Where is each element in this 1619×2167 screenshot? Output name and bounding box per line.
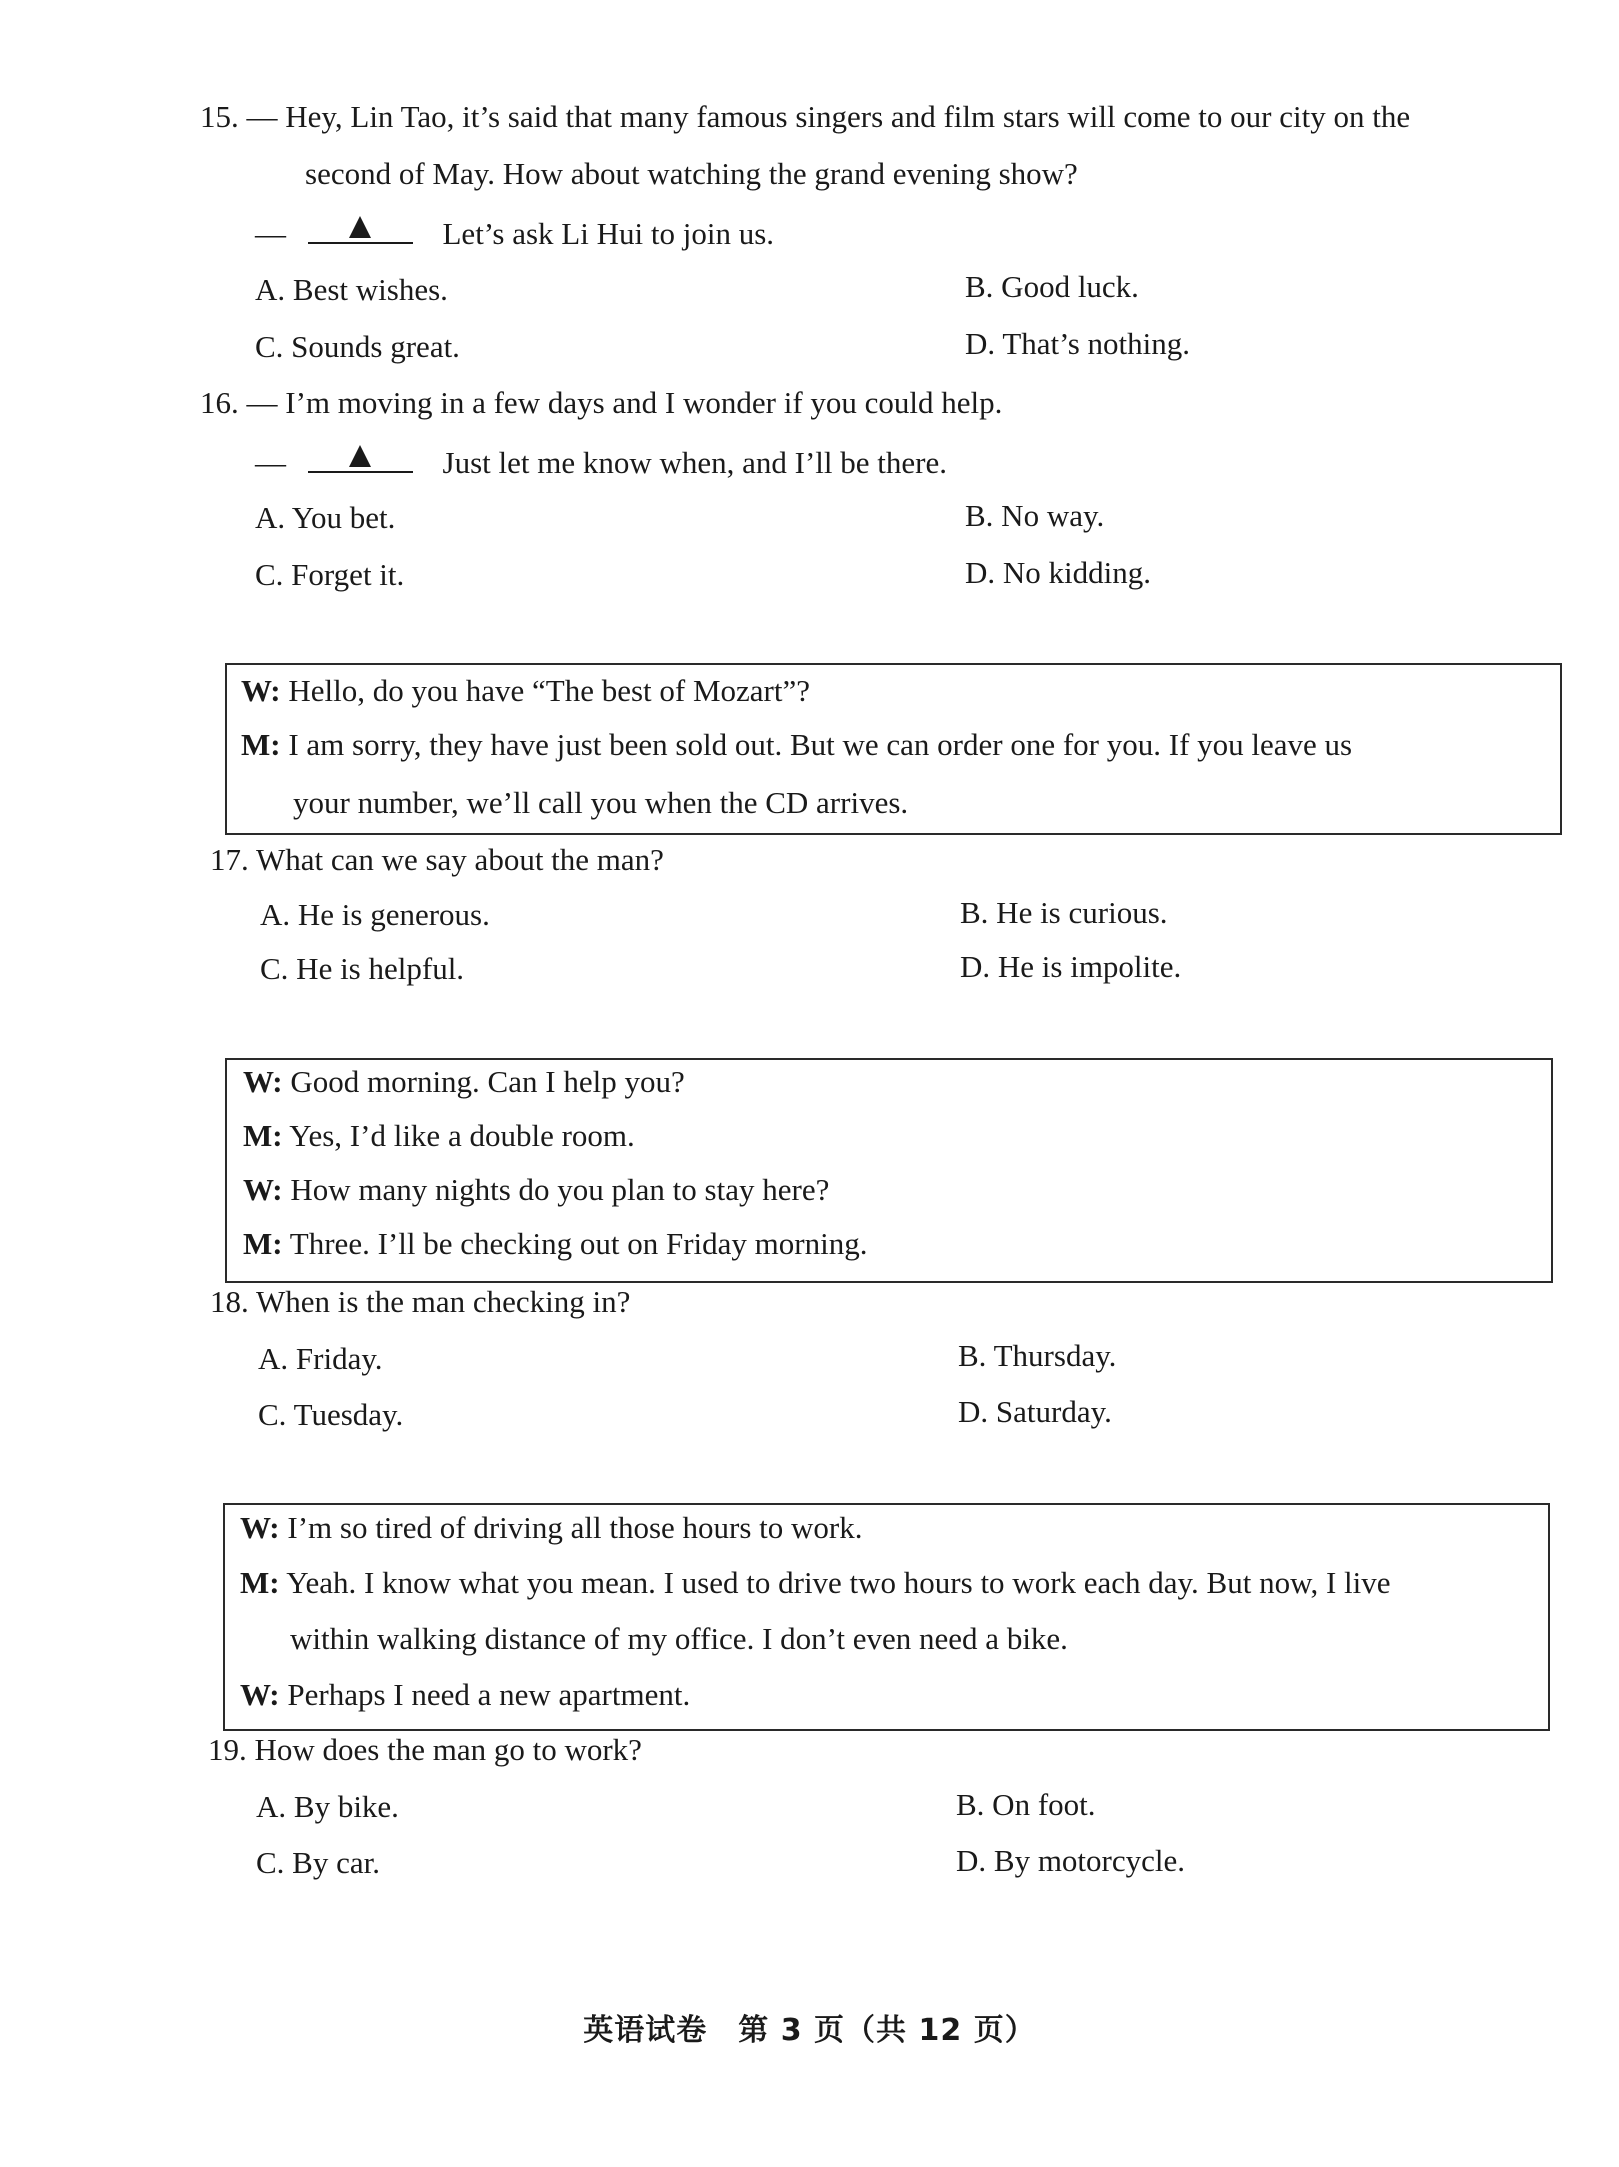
dialog19-line-1	[240, 1508, 863, 1548]
dialog17-speaker-1: W:	[241, 673, 281, 708]
q17-option-d[interactable]: D. He is impolite.	[960, 949, 1182, 984]
q16-option-d[interactable]: D. No kidding.	[965, 555, 1151, 590]
q15-option-d[interactable]: D. That’s nothing.	[965, 326, 1191, 361]
q16-answer-blank[interactable]	[308, 441, 413, 473]
dialog19-text-4: Perhaps I need a new apartment.	[287, 1677, 691, 1712]
q15-option-c[interactable]: C. Sounds great.	[255, 329, 460, 364]
q18-prompt: 18. When is the man checking in?	[210, 1284, 631, 1319]
q17-option-c[interactable]: C. He is helpful.	[260, 951, 465, 986]
dialog18-line-2	[243, 1116, 635, 1156]
dialog17-text-2: I am sorry, they have just been sold out. But we can order one for you. If you leave us	[288, 727, 1353, 762]
dialog17-line-1	[241, 671, 810, 711]
dialog19-text-2: Yeah. I know what you mean. I used to drive two hours to work each day. But now, I live	[286, 1565, 1391, 1600]
dialog18-text-2: Yes, I’d like a double room.	[289, 1118, 635, 1153]
q15-prompt-1: — Hey, Lin Tao, it’s said that many famous singers and film stars will come to our city on the	[246, 99, 1411, 134]
q16-option-a[interactable]: A. You bet.	[255, 500, 396, 535]
dialog17-line-3: your number, we’ll call you when the CD arrives.	[293, 785, 909, 820]
q16-reply-dash: —	[255, 445, 286, 480]
dialog17-line-2	[241, 725, 1352, 765]
q18-option-a[interactable]: A. Friday.	[258, 1341, 383, 1376]
q17-option-b[interactable]: B. He is curious.	[960, 895, 1168, 930]
q15-option-b[interactable]: B. Good luck.	[965, 269, 1139, 304]
q17-option-a[interactable]: A. He is generous.	[260, 897, 490, 932]
q17-prompt: 17. What can we say about the man?	[210, 842, 664, 877]
dialog18-line-1	[243, 1062, 685, 1102]
dialog18-speaker-2: M:	[243, 1118, 283, 1153]
q19-prompt: 19. How does the man go to work?	[208, 1732, 642, 1767]
page-footer: 英语试卷 第 3 页（共 12 页）	[583, 2013, 1036, 2048]
dialog18-text-1: Good morning. Can I help you?	[290, 1064, 685, 1099]
q16-option-b[interactable]: B. No way.	[965, 498, 1105, 533]
q18-option-d[interactable]: D. Saturday.	[958, 1394, 1112, 1429]
q16-number: 16.	[200, 385, 239, 420]
q19-option-c[interactable]: C. By car.	[256, 1845, 380, 1880]
dialog18-text-3: How many nights do you plan to stay here?	[290, 1172, 830, 1207]
dialog17-speaker-2: M:	[241, 727, 281, 762]
dialog18-speaker-4: M:	[243, 1226, 283, 1261]
dialog18-line-4	[243, 1224, 867, 1264]
dialog19-speaker-4: W:	[240, 1677, 280, 1712]
dialog18-line-3	[243, 1170, 829, 1210]
q16-reply-line	[255, 441, 947, 483]
triangle-marker-icon	[349, 216, 371, 238]
q19-option-b[interactable]: B. On foot.	[956, 1787, 1096, 1822]
q15-option-a[interactable]: A. Best wishes.	[255, 272, 448, 307]
q15-number: 15.	[200, 99, 239, 134]
q19-option-d[interactable]: D. By motorcycle.	[956, 1843, 1186, 1878]
triangle-marker-icon	[349, 445, 371, 467]
q15-line1	[200, 97, 1410, 137]
q15-line2: second of May. How about watching the grand evening show?	[305, 156, 1078, 191]
q15-answer-blank[interactable]	[308, 212, 413, 244]
q16-reply-text: Just let me know when, and I’ll be there.	[442, 445, 947, 480]
q16-line1	[200, 383, 1002, 423]
dialog18-text-4: Three. I’ll be checking out on Friday morning.	[289, 1226, 868, 1261]
dialog18-speaker-3: W:	[243, 1172, 283, 1207]
q16-prompt-1: — I’m moving in a few days and I wonder if you could help.	[246, 385, 1003, 420]
q15-reply-line	[255, 212, 774, 254]
dialog19-speaker-2: M:	[240, 1565, 280, 1600]
dialog19-line-3: within walking distance of my office. I don’t even need a bike.	[290, 1621, 1068, 1656]
dialog19-line-2	[240, 1563, 1391, 1603]
q16-option-c[interactable]: C. Forget it.	[255, 557, 405, 592]
dialog19-line-4	[240, 1675, 690, 1715]
q15-reply-dash: —	[255, 216, 286, 251]
dialog18-speaker-1: W:	[243, 1064, 283, 1099]
q18-option-b[interactable]: B. Thursday.	[958, 1338, 1117, 1373]
dialog19-text-1: I’m so tired of driving all those hours to work.	[287, 1510, 863, 1545]
q19-option-a[interactable]: A. By bike.	[256, 1789, 399, 1824]
dialog17-text-1: Hello, do you have “The best of Mozart”?	[288, 673, 811, 708]
q15-reply-text: Let’s ask Li Hui to join us.	[442, 216, 775, 251]
q18-option-c[interactable]: C. Tuesday.	[258, 1397, 404, 1432]
dialog19-speaker-1: W:	[240, 1510, 280, 1545]
